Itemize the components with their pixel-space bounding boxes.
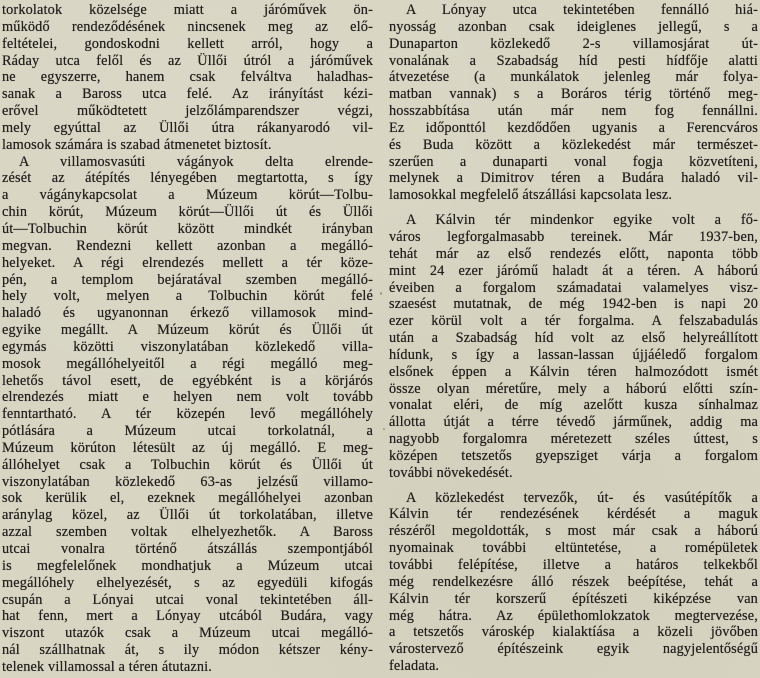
text-line: a vágánykapcsolat a Múzeum körút—Tolbu- — [2, 187, 373, 204]
text-line: erővel működtetett jelzőlámparendszer végzi, — [2, 103, 373, 120]
text-line: nyosság azonban csak ideiglenes jellegű, s a — [389, 18, 758, 35]
text-line: hat fenn, mert a Lónyay utcából Budára, vagy — [2, 608, 373, 625]
text-line: A Kálvin tér mindenkor egyike volt a fő- — [406, 212, 758, 229]
text-line: állotta útját a térre tévedő járműnek, addig ma — [389, 414, 758, 431]
text-line: lehetős távol esett, de egyébként is a körjárós — [2, 372, 373, 389]
text-line: megvan. Rendezni kellett azonban a megálló- — [2, 237, 373, 254]
text-line: részéről megoldották, s most már csak a háború — [389, 523, 758, 540]
text-line: lamosokkal megfelelő átszállási kapcsolata lesz. — [389, 187, 673, 204]
text-line: további növekedését. — [389, 464, 513, 481]
paragraph — [389, 212, 758, 482]
text-line: viszonylatában közlekedő 63-as jelzésű villamo- — [2, 473, 373, 490]
text-line: működő rendeződésének nincsenek meg az elő- — [2, 18, 373, 35]
text-line: chin körút, Múzeum körút—Üllői út és Üllői — [2, 204, 373, 221]
paragraph — [389, 490, 758, 675]
column-right — [389, 2, 758, 675]
text-line: szaesést mutatnak, de még 1942-ben is napi 20 — [389, 296, 758, 313]
text-line: ne egyszerre, hanem csak felváltva haladhas- — [2, 69, 373, 86]
text-line: nagyobb forgalomra méretezett széles úttest, s — [389, 431, 758, 448]
text-line: várostervező építészeink egyik nagyjelentőségű — [389, 641, 758, 658]
text-line: Múzeum körúton létesült az új megálló. E meg- — [2, 439, 373, 456]
text-line: egyike megállt. A Múzeum körút és Üllői út — [2, 322, 373, 339]
text-line: további felépítése, illetve a határos telkekből — [389, 557, 758, 573]
text-line: egymás közötti viszonylatában közlekedő villa- — [2, 338, 373, 355]
text-line: középen tetszetős gyepsziget várja a forgalom — [389, 447, 758, 464]
text-line: a tetszetős városkép kialaktíása a közeli jövőben — [389, 624, 758, 641]
text-line: Dunaparton közlekedő 2-s villamosjárat út- — [389, 35, 758, 52]
text-line: A villamosvasúti vágányok delta elrende- — [19, 153, 373, 170]
text-line: város legforgalmasabb tereinek. Már 1937-ben, — [389, 228, 758, 245]
text-line: még rendelkezésre álló részek beépítése, tehát a — [389, 573, 758, 590]
text-line: A Lónyay utca tekintetében fennálló hiá- — [406, 2, 758, 18]
column-left — [2, 2, 373, 676]
text-line: lamosok számára is szabad átmenetet biztosít. — [2, 136, 272, 153]
text-line: állóhelyet csak a Tolbuchin körút és Üllői út — [2, 456, 373, 473]
text-line: torkolatok közelsége miatt a járóművek ön- — [2, 2, 373, 18]
text-line: átvezetése (a munkálatok jelenleg már folya- — [389, 69, 758, 86]
text-line: aránylag közel, az Üllői út torkolatában, illetve — [2, 507, 373, 524]
text-line: pótlására a Múzeum utcai torkolatnál, a — [2, 423, 373, 440]
text-line: csupán a Lónyai utcai vonal tekintetében áll- — [2, 591, 373, 608]
text-line: szerűen a dunaparti vonal fogja közvetíteni, — [389, 153, 758, 170]
text-line: elsőnek éppen a Kálvin téren halmozódott ismét — [389, 363, 758, 380]
text-line: viszont utazók csak a Múzeum utcai megálló- — [2, 625, 373, 642]
text-line: feladata. — [389, 658, 440, 675]
text-line: még hátra. Az épülethomlokzatok megtervezése, — [389, 607, 758, 624]
text-line: után a Szabadság híd volt az első helyreállított — [389, 330, 758, 347]
text-line: haladó és ugyanonnan érkező villamosok mind- — [2, 305, 373, 322]
text-line: Ráday utca felől és az Üllői útról a járóművek — [2, 52, 373, 69]
text-line: út—Tolbuchin körút között mindkét irányban — [2, 220, 373, 237]
text-line: mely egyúttal az Üllői útra rákanyarodó vil- — [2, 119, 373, 136]
text-line: Kálvin tér rendezésének kérdését a maguk — [389, 506, 758, 523]
text-line: megállóhely elhelyezését, s az egyedüli kifogás — [2, 574, 373, 591]
text-line: sok kerülik el, ezeknek megállóhelyei azonban — [2, 490, 373, 507]
text-line: pén, a templom bejáratával szemben megálló- — [2, 271, 373, 288]
text-line: össze olyan méretűre, mely a háború előtti szín- — [389, 380, 758, 397]
text-line: elrendezés miatt e helyen nem volt tovább — [2, 389, 373, 406]
text-line: hely volt, melyen a Tolbuchin körút felé — [2, 288, 373, 305]
text-line: zését az átépítés lényegében megtartotta, s így — [2, 170, 373, 187]
text-line: helyeket. A régi elrendezés mellett a tér köze- — [2, 254, 373, 271]
text-line: vonalának a Szabadság híd pesti hídfője alatti — [389, 52, 758, 69]
text-line: azzal szemben voltak elhelyezhetők. A Baross — [2, 524, 373, 541]
text-line: telenek villamossal a téren átutazni. — [2, 658, 212, 675]
text-line: sanak a Baross utca felé. Az irányítást kézi- — [2, 86, 373, 103]
paragraph — [389, 2, 758, 204]
text-line: tehát már az első rendezés előtt, naponta több — [389, 245, 758, 262]
paragraph — [2, 154, 373, 676]
text-line: feltételei, gondoskodni kellett arról, hogy a — [2, 35, 373, 52]
paragraph — [2, 2, 373, 154]
text-line: Ez időponttól kezdődően ugyanis a Ferencváros — [389, 119, 758, 136]
text-line: is megfelelőnek mondhatjuk a Múzeum utcai — [2, 557, 373, 574]
text-line: matban vannak) s a Boráros térig történő meg- — [389, 86, 758, 103]
text-line: fenntartható. A tér közepén levő megállóhely — [2, 406, 373, 423]
text-line: hídunk, s így a lassan-lassan újjáéledő forgalom — [389, 346, 758, 363]
text-line: vonalat eléri, de míg azelőtt kusza sínhalmaz — [389, 397, 758, 414]
text-line: és Buda között a közlekedést már természet- — [389, 136, 758, 153]
text-line: melynek a Dimitrov téren a Budára haladó vil- — [389, 170, 758, 187]
scan-speck — [380, 292, 382, 295]
text-line: ezer körül volt a tér forgalma. A felszabadulás — [389, 313, 758, 330]
text-line: A közlekedést tervezők, út- és vasútépítők a — [406, 489, 758, 506]
text-line: mosok megállóhelyeitől a régi megálló meg- — [2, 355, 373, 372]
text-line: hosszabbítása után már nem fog fennállni. — [389, 103, 758, 120]
text-line: éveiben a forgalom számadatai valamelyes visz- — [389, 279, 758, 296]
text-line: nál szállhatnak át, s ily módon kétszer kény- — [2, 642, 373, 659]
text-line: Kálvin tér korszerű építészeti kiképzése van — [389, 590, 758, 607]
text-line: utcai vonalra történő átszállás szempontjából — [2, 541, 373, 557]
text-line: mint 24 ezer járómű haladt át a téren. A háború — [389, 262, 758, 279]
scan-speck — [383, 428, 385, 430]
text-line: nyomainak további eltüntetése, a romépületek — [389, 540, 758, 557]
